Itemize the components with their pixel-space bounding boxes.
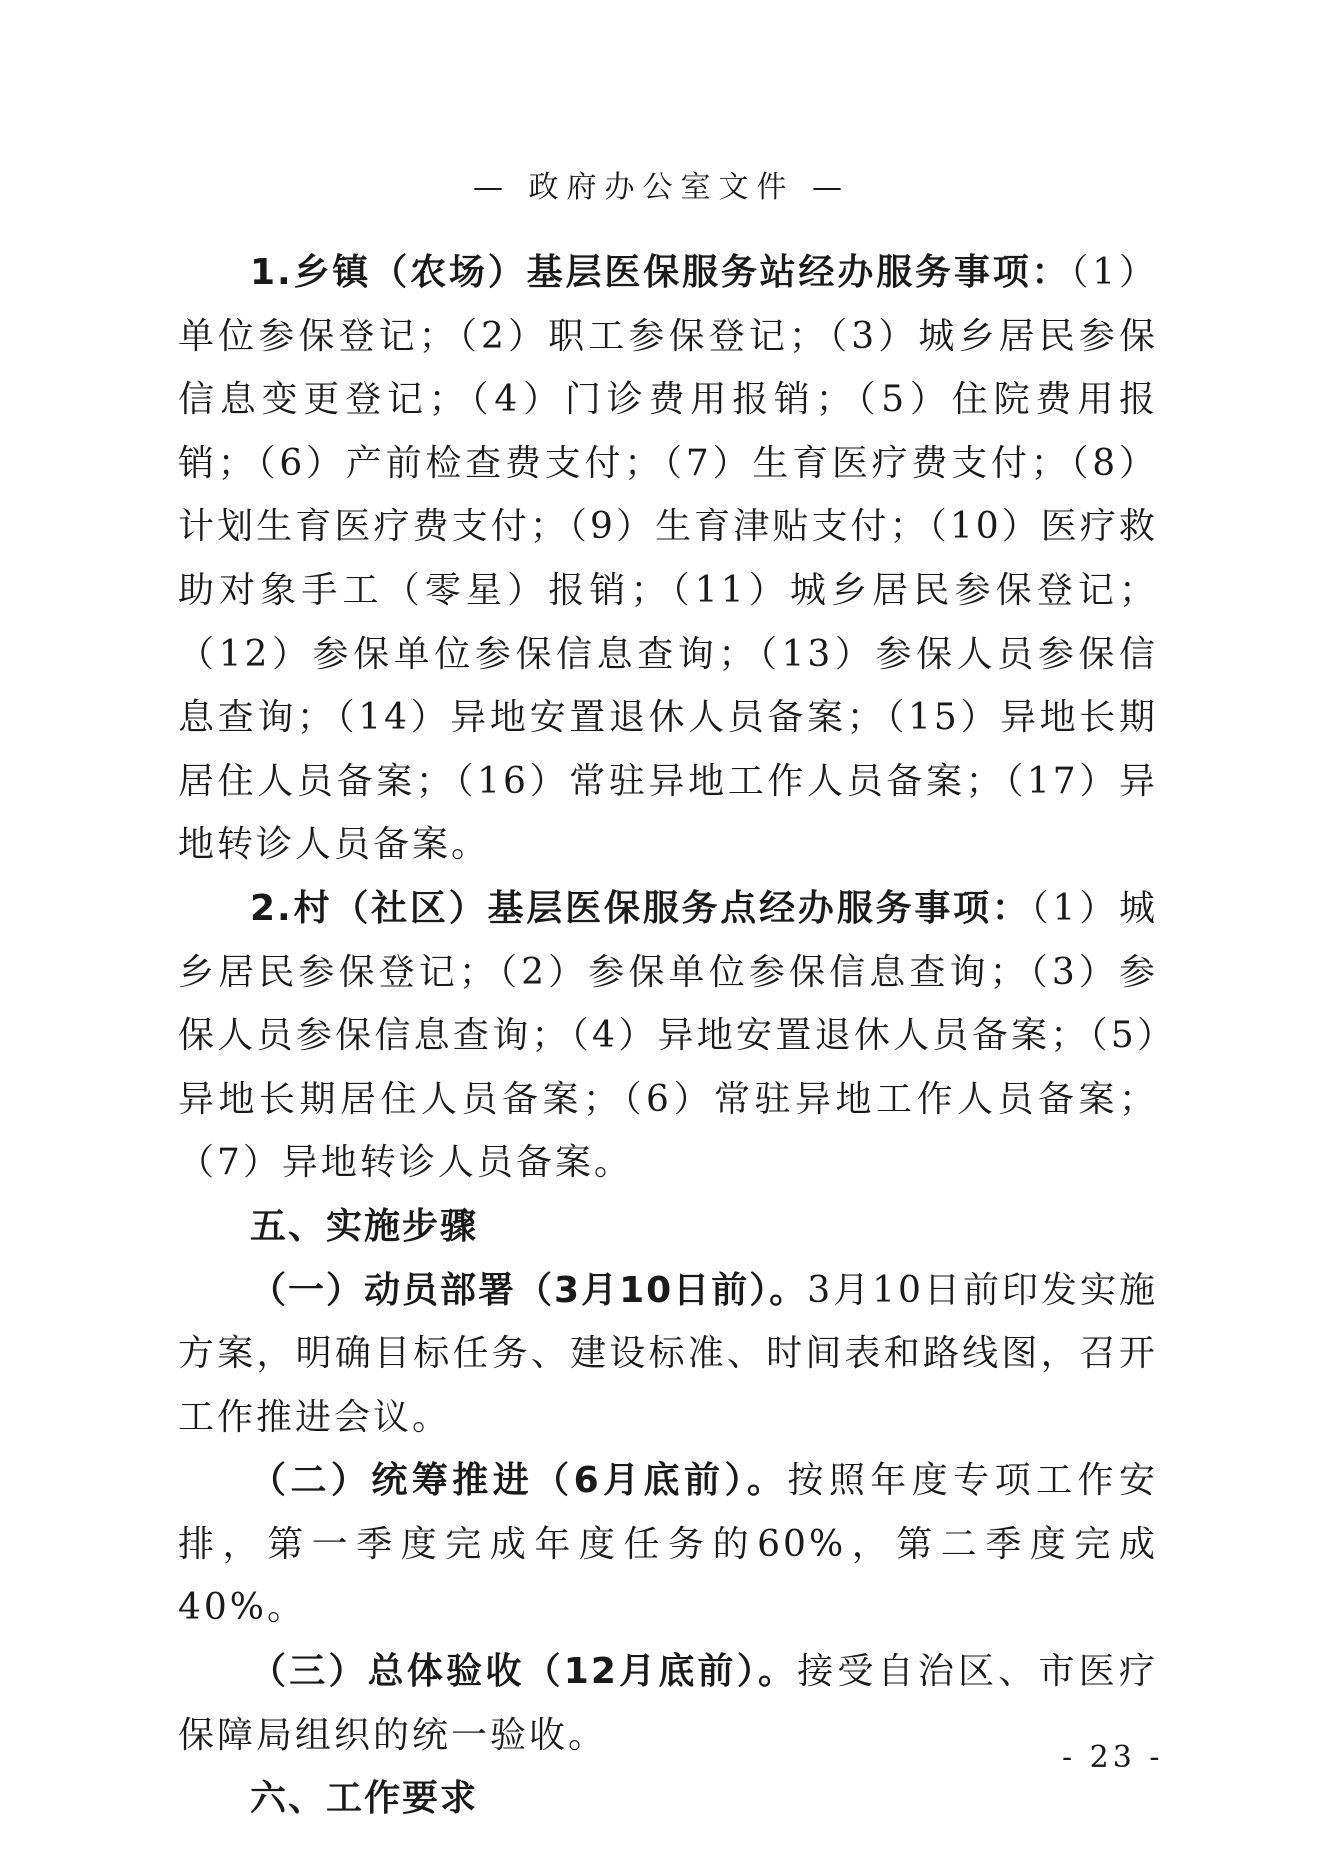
section-heading-implementation: 五、实施步骤 — [250, 1205, 479, 1247]
document-body — [178, 241, 1158, 1831]
page-number: - 23 - — [1062, 1740, 1164, 1775]
paragraph-step-2 — [178, 1449, 1158, 1640]
paragraph-step-1 — [178, 1259, 1158, 1450]
paragraph-village-services — [178, 877, 1158, 1195]
paragraph-lead: （二）统筹推进（6月底前）。 — [250, 1460, 788, 1502]
paragraph-text: 3月10日前印发实施方案，明确目标任务、建设标准、时间表和路线图，召开工作推进会议。 — [178, 1269, 1158, 1438]
paragraph-lead: （三）总体验收（12月底前）。 — [250, 1651, 798, 1693]
paragraph-lead: 2.村（社区）基层医保服务点经办服务事项： — [250, 887, 1031, 929]
paragraph-text: （1）城乡居民参保登记；（2）参保单位参保信息查询；（3）参保人员参保信息查询；（4）异地安置退休人员备案；（5）异地长期居住人员备案；（6）常驻异地工作人员备案；（7）异地转诊人员备案。 — [178, 887, 1159, 1184]
paragraph-lead: 1.乡镇（农场）基层医保服务站经办服务事项： — [250, 252, 1071, 293]
paragraph-township-services — [178, 241, 1158, 877]
section-heading-requirements: 六、工作要求 — [250, 1778, 479, 1820]
paragraph-text: （1）单位参保登记；（2）职工参保登记；（3）城乡居民参保信息变更登记；（4）门诊费用报销；（5）住院费用报销；（6）产前检查费支付；（7）生育医疗费支付；（8）计划生育医疗费支付；（9）生育津贴支付；（10）医疗救助对象手工（零星）报销；（11）城乡居民参保登记；（12）参保单位参保信息查询；（13）参保人员参保信息查询；（14）异地安置退休人员备案；（15）异地长期居住人员备案；（16）常驻异地工作人员备案；（17）异地转诊人员备案。 — [178, 252, 1158, 866]
paragraph-lead: （一）动员部署（3月10日前）。 — [250, 1269, 808, 1311]
paragraph-step-3 — [178, 1640, 1158, 1767]
paragraph-text: 接受自治区、市医疗保障局组织的统一验收。 — [178, 1651, 1158, 1756]
paragraph-text: 按照年度专项工作安排，第一季度完成年度任务的60%，第二季度完成40%。 — [178, 1460, 1158, 1629]
document-header: — 政府办公室文件 — — [472, 170, 851, 205]
